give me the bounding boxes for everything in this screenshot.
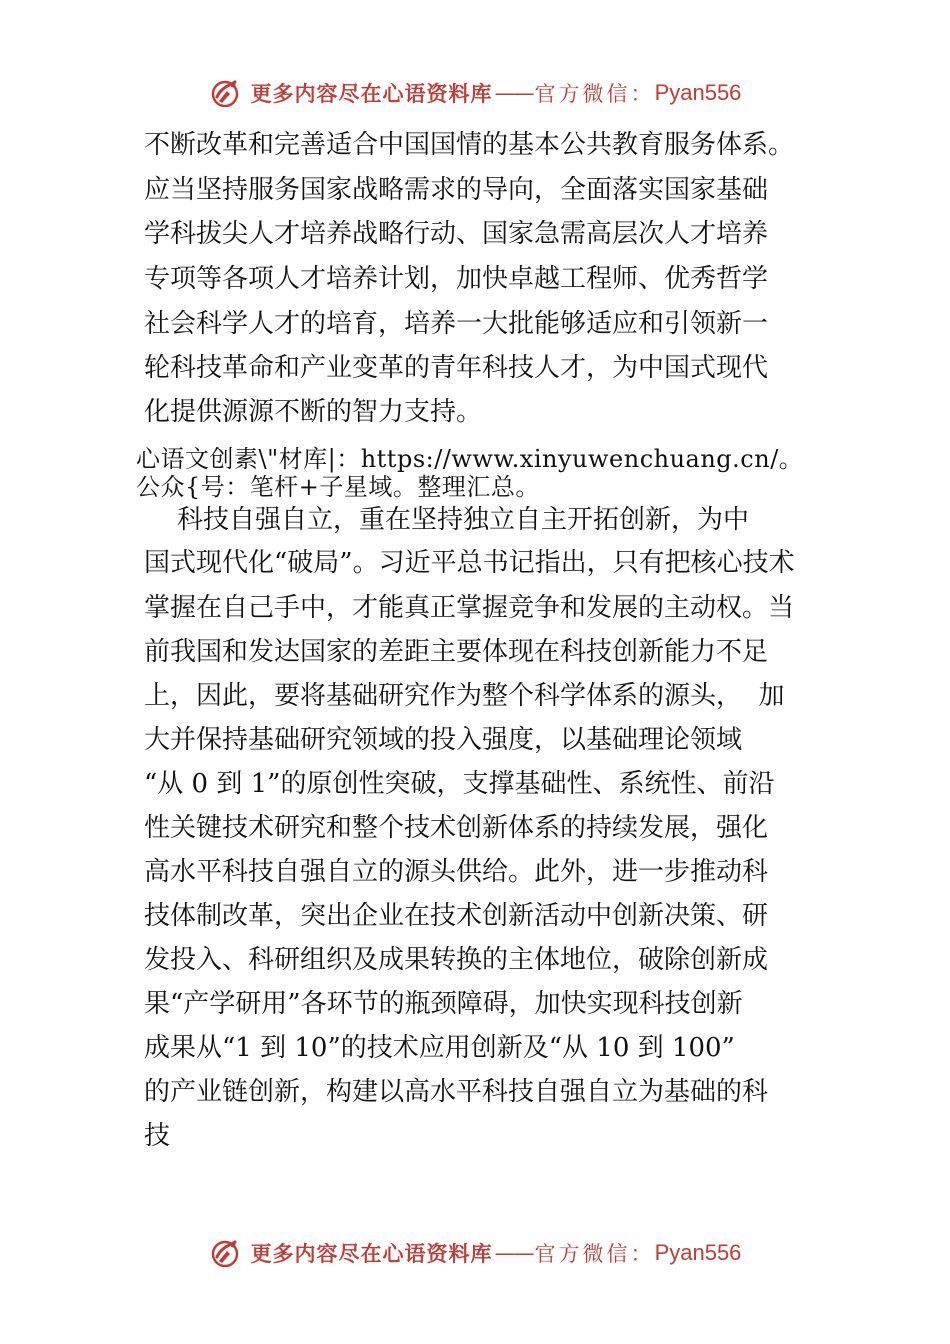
- text-line: 技: [144, 1121, 171, 1151]
- text-line: 发投入、科研组织及成果转换的主体地位，破除创新成: [144, 945, 769, 975]
- text-line: 前我国和发达国家的差距主要体现在科技创新能力不足: [144, 637, 769, 667]
- source-note-line: 心语文创素\"材库|：https://www.xinyuwenchuang.cn/。: [136, 445, 804, 473]
- text-line: “从 0 到 1”的原创性突破，支撑基础性、系统性、前沿: [144, 769, 775, 799]
- text-line: 不断改革和完善适合中国国情的基本公共教育服务体系。: [144, 130, 795, 160]
- text-line: 高水平科技自强自立的源头供给。此外，进一步推动科: [144, 857, 769, 887]
- text-line: 果“产学研用”各环节的瓶颈障碍，加快实现科技创新: [144, 989, 743, 1019]
- banner-wechat-label: 官方微信：: [534, 1242, 655, 1266]
- text-line: 的产业链创新，构建以高水平科技自强自立为基础的科: [144, 1077, 769, 1107]
- banner-dash: ——: [494, 1241, 533, 1265]
- text-line: 掌握在自己手中，才能真正掌握竞争和发展的主动权。当: [144, 593, 795, 623]
- banner-dash: ——: [494, 81, 533, 105]
- banner-wechat-id: Pyan556: [654, 80, 742, 105]
- text-line: 轮科技革命和产业变革的青年科技人才，为中国式现代: [144, 353, 769, 383]
- brand-logo-icon: [209, 1237, 241, 1269]
- text-line: 专项等各项人才培养计划，加快卓越工程师、优秀哲学: [144, 264, 769, 294]
- text-line: 社会科学人才的培育，培养一大批能够适应和引领新一: [144, 309, 769, 339]
- text-line: 科技自强自立，重在坚持独立自主开拓创新，为中: [144, 505, 750, 535]
- text-line: 大并保持基础研究领域的投入强度，以基础理论领域: [144, 725, 743, 755]
- text-line: 化提供源源不断的智力支持。: [144, 397, 483, 427]
- text-line: 学科拔尖人才培养战略行动、国家急需高层次人才培养: [144, 219, 769, 249]
- banner-wechat-id: Pyan556: [654, 1240, 742, 1265]
- footer-banner: [0, 1228, 950, 1278]
- text-line: 应当坚持服务国家战略需求的导向，全面落实国家基础: [144, 175, 769, 205]
- text-line: 上，因此，要将基础研究作为整个科学体系的源头， 加: [144, 681, 785, 711]
- text-line: 成果从“1 到 10”的技术应用创新及“从 10 到 100”: [144, 1033, 735, 1063]
- brand-logo-icon: [209, 77, 241, 109]
- source-note-line: 公众{号：笔杆+子星域。整理汇总。: [136, 473, 540, 501]
- text-line: 国式现代化“破局”。习近平总书记指出，只有把核心技术: [144, 548, 795, 578]
- banner-main-text: 更多内容尽在心语资料库: [250, 82, 493, 106]
- text-line: 技体制改革，突出企业在技术创新活动中创新决策、研: [144, 901, 769, 931]
- header-banner: [0, 68, 950, 118]
- text-line: 性关键技术研究和整个技术创新体系的持续发展，强化: [144, 813, 769, 843]
- banner-main-text: 更多内容尽在心语资料库: [250, 1242, 493, 1266]
- banner-wechat-label: 官方微信：: [534, 82, 655, 106]
